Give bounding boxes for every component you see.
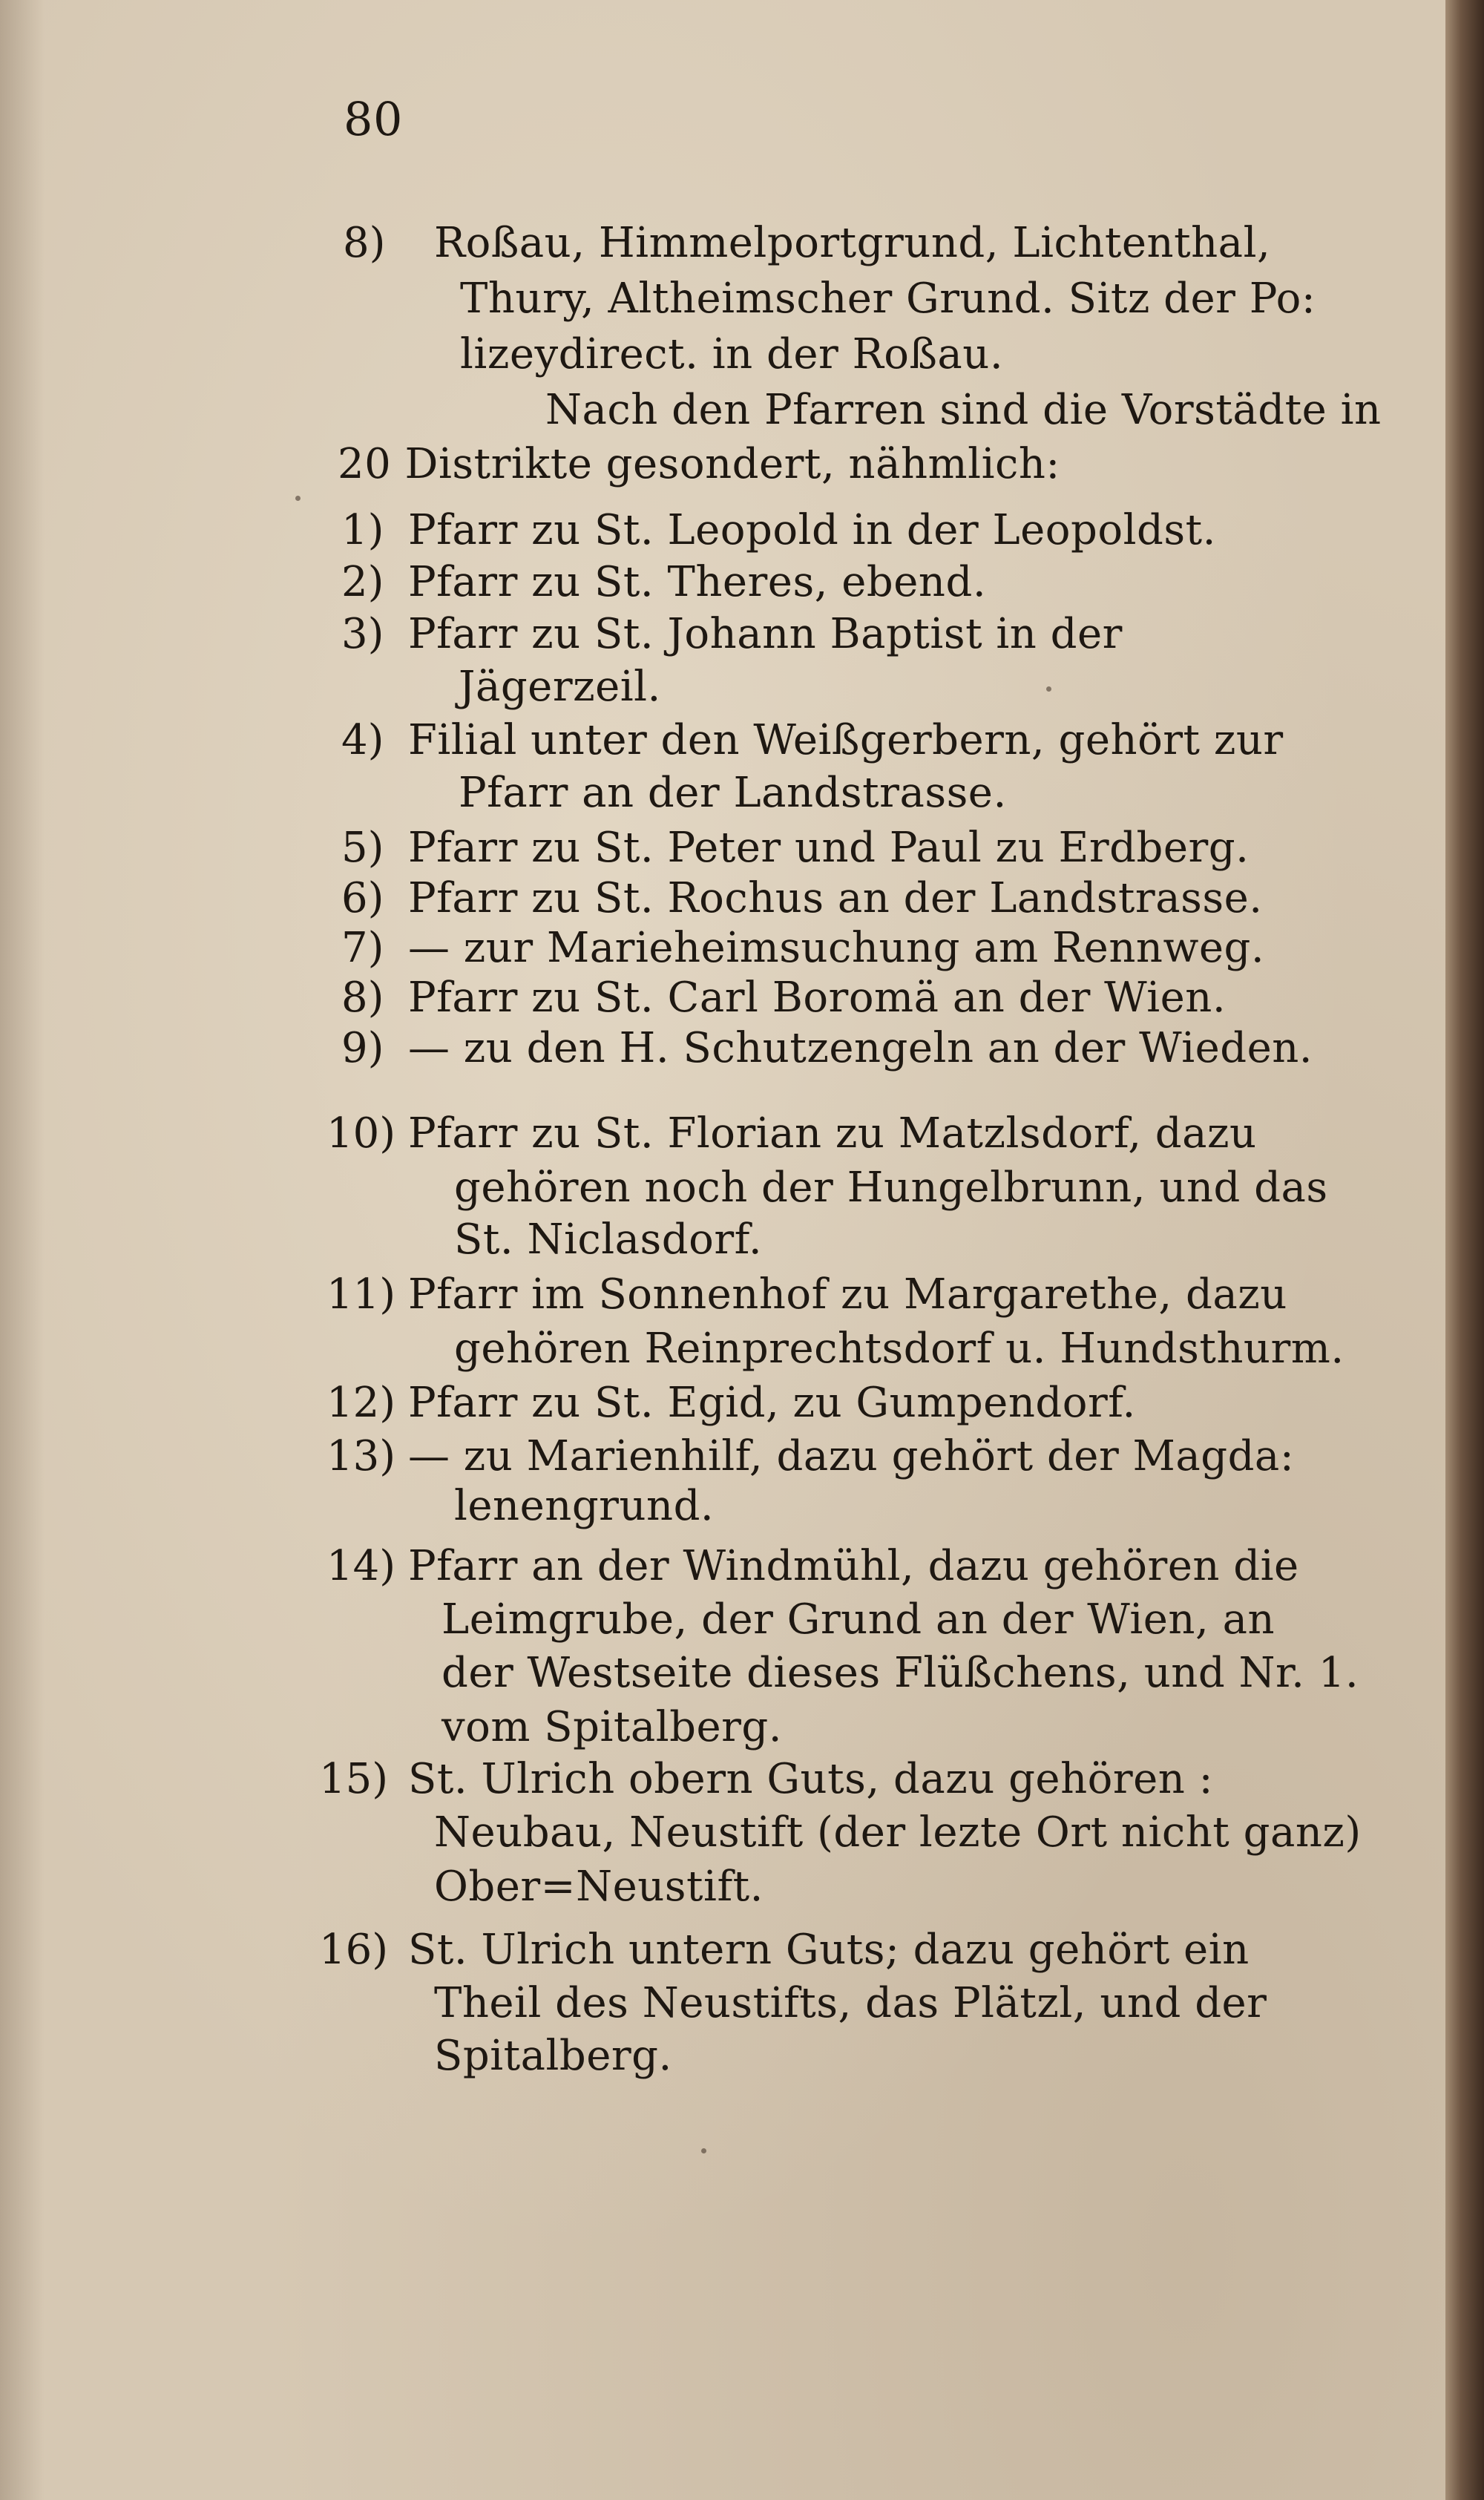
district-number: 8)	[341, 974, 384, 1022]
district-line: Pfarr zu St. Florian zu Matzlsdorf, dazu	[408, 1109, 1257, 1158]
district-number: 13)	[326, 1432, 396, 1480]
district-line: — zu Marienhilf, dazu gehört der Magda:	[408, 1432, 1295, 1480]
district-number: 1)	[341, 506, 384, 554]
district-number: 9)	[341, 1024, 384, 1072]
district-line: gehören noch der Hungelbrunn, und das	[454, 1164, 1328, 1212]
district-number: 10)	[326, 1109, 396, 1158]
intro-line: Nach den Pfarren sind die Vorstädte in	[545, 386, 1382, 434]
page-edge-shadow	[0, 0, 45, 2500]
district-line: Pfarr an der Landstrasse.	[459, 769, 1007, 817]
district-line: — zur Marieheimsuchung am Rennweg.	[408, 924, 1265, 972]
district-line: Jägerzeil.	[459, 663, 661, 711]
entry-line: Roßau, Himmelportgrund, Lichtenthal,	[434, 219, 1271, 267]
district-line: Pfarr an der Windmühl, dazu gehören die	[408, 1542, 1299, 1590]
page-number: 80	[344, 92, 403, 146]
district-line: Pfarr zu St. Peter und Paul zu Erdberg.	[408, 824, 1250, 872]
district-line: Pfarr zu St. Egid, zu Gumpendorf.	[408, 1379, 1136, 1427]
district-number: 5)	[341, 824, 384, 872]
district-line: vom Spitalberg.	[441, 1703, 783, 1751]
district-line: Filial unter den Weißgerbern, gehört zur	[408, 716, 1284, 764]
entry-number: 8)	[343, 219, 386, 267]
district-line: Pfarr im Sonnenhof zu Margarethe, dazu	[408, 1270, 1287, 1319]
district-line: St. Ulrich untern Guts; dazu gehört ein	[408, 1926, 1250, 1974]
district-number: 7)	[341, 924, 384, 972]
district-line: Pfarr zu St. Leopold in der Leopoldst.	[408, 506, 1216, 554]
ink-speck	[701, 2148, 706, 2153]
district-line: gehören Reinprechtsdorf u. Hundsthurm.	[454, 1325, 1345, 1373]
district-line: lenengrund.	[454, 1482, 715, 1530]
book-spine	[1445, 0, 1484, 2500]
district-number: 15)	[319, 1755, 389, 1803]
ink-speck	[295, 496, 301, 501]
district-line: Spitalberg.	[434, 2032, 672, 2080]
district-line: St. Niclasdorf.	[454, 1215, 763, 1264]
district-line: Pfarr zu St. Carl Boromä an der Wien.	[408, 974, 1227, 1022]
ink-speck	[1046, 686, 1051, 692]
entry-line: Thury, Altheimscher Grund. Sitz der Po:	[460, 275, 1316, 323]
district-number: 6)	[341, 874, 384, 922]
district-number: 11)	[326, 1270, 396, 1319]
district-line: St. Ulrich obern Guts, dazu gehören :	[408, 1755, 1213, 1803]
district-number: 2)	[341, 558, 384, 606]
district-number: 4)	[341, 716, 384, 764]
district-number: 16)	[319, 1926, 389, 1974]
district-line: Leimgrube, der Grund an der Wien, an	[441, 1595, 1275, 1644]
district-line: Pfarr zu St. Theres, ebend.	[408, 558, 987, 606]
entry-line: lizeydirect. in der Roßau.	[460, 330, 1004, 378]
district-number: 12)	[326, 1379, 396, 1427]
district-line: Pfarr zu St. Johann Baptist in der	[408, 610, 1123, 658]
district-line: Theil des Neustifts, das Plätzl, und der	[434, 1979, 1267, 2027]
district-line: der Westseite dieses Flüßchens, und Nr. 1.	[441, 1649, 1359, 1697]
district-line: Ober=Neustift.	[434, 1863, 764, 1911]
district-line: Neubau, Neustift (der lezte Ort nicht ganz)	[434, 1808, 1362, 1857]
district-number: 3)	[341, 610, 384, 658]
district-line: Pfarr zu St. Rochus an der Landstrasse.	[408, 874, 1263, 922]
intro-line: 20 Distrikte gesondert, nähmlich:	[338, 440, 1060, 488]
district-number: 14)	[326, 1542, 396, 1590]
district-line: — zu den H. Schutzengeln an der Wieden.	[408, 1024, 1313, 1072]
